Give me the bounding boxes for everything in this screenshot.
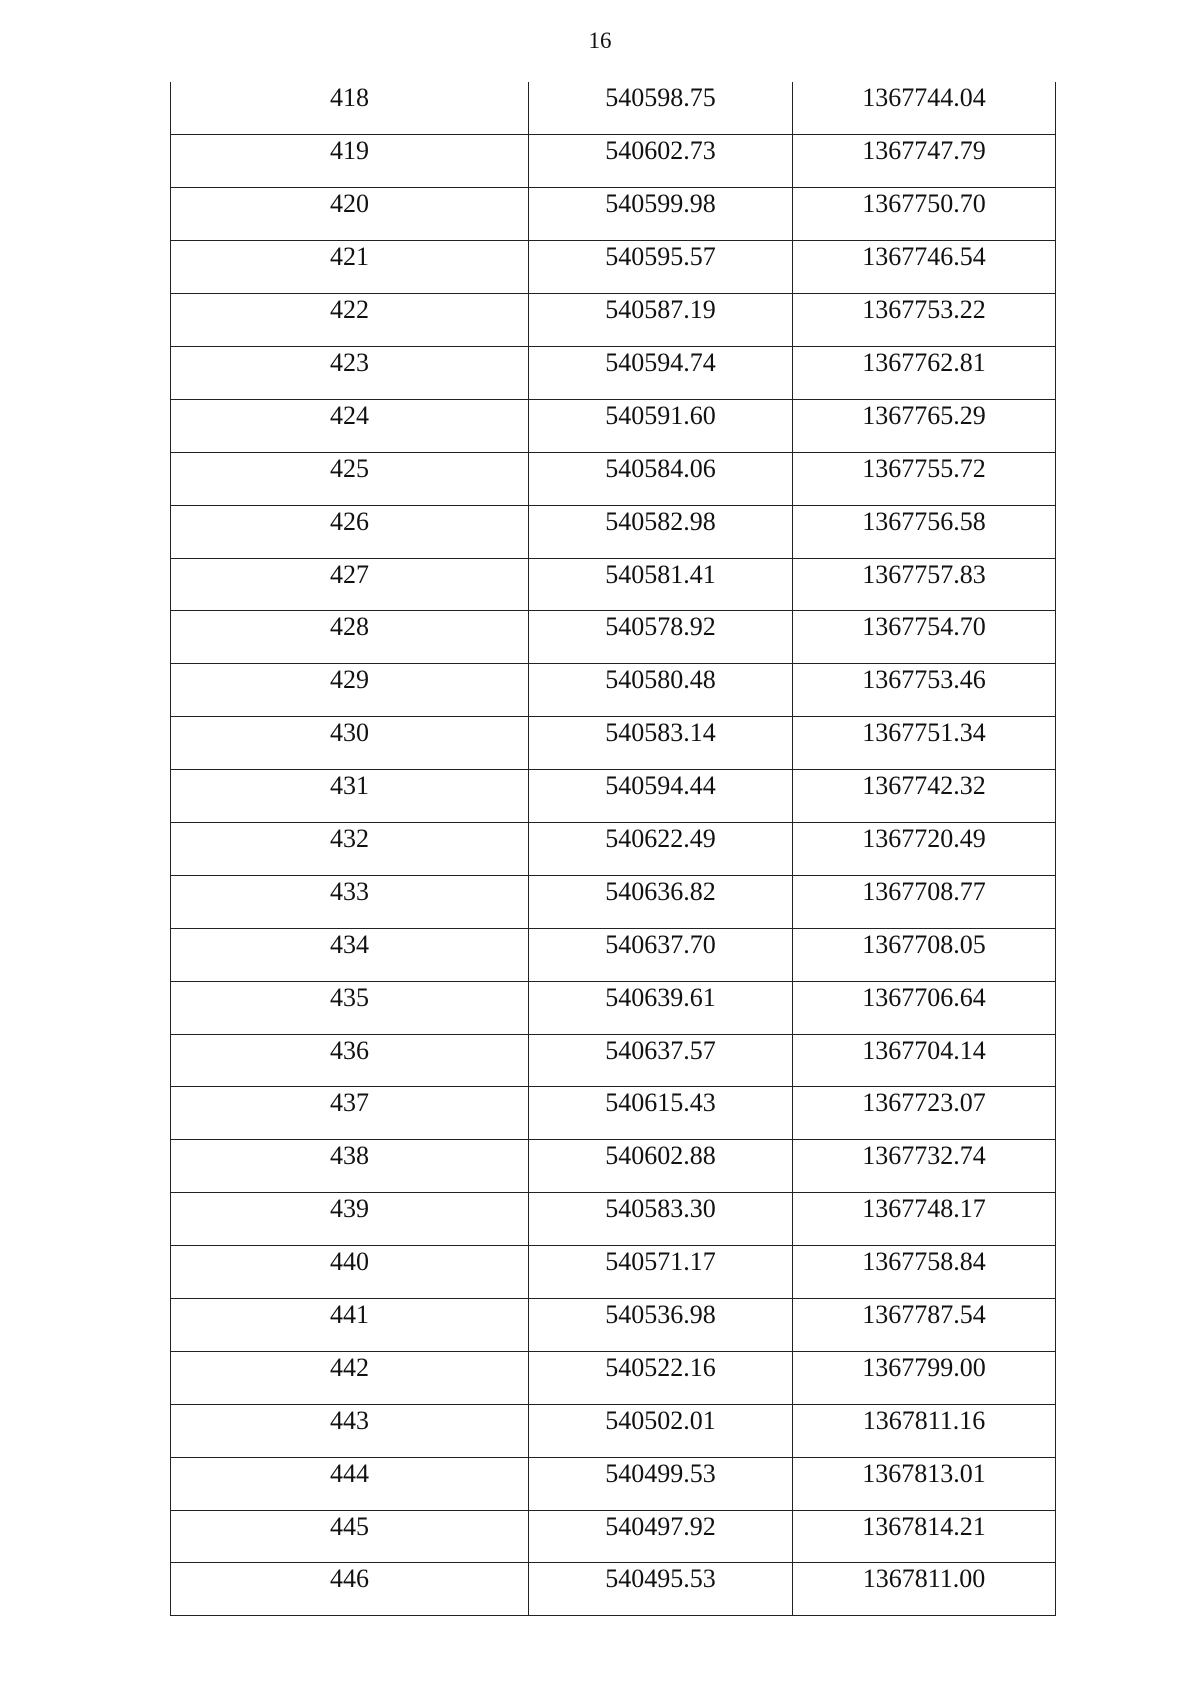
y-coordinate-cell: 1367814.21 — [793, 1510, 1056, 1563]
point-number-cell: 429 — [171, 664, 529, 717]
table-row — [171, 188, 1056, 241]
x-coordinate-cell: 540599.98 — [529, 188, 793, 241]
point-number-cell: 433 — [171, 875, 529, 928]
table-row — [171, 82, 1056, 135]
point-number-cell: 424 — [171, 399, 529, 452]
point-number-cell: 441 — [171, 1298, 529, 1351]
table-row — [171, 505, 1056, 558]
table-row — [171, 1034, 1056, 1087]
point-number-cell: 427 — [171, 558, 529, 611]
x-coordinate-cell: 540602.88 — [529, 1140, 793, 1193]
table-row — [171, 1087, 1056, 1140]
table-row — [171, 558, 1056, 611]
x-coordinate-cell: 540594.74 — [529, 346, 793, 399]
point-number-cell: 418 — [171, 82, 529, 135]
table-row — [171, 875, 1056, 928]
y-coordinate-cell: 1367811.16 — [793, 1404, 1056, 1457]
y-coordinate-cell: 1367755.72 — [793, 452, 1056, 505]
x-coordinate-cell: 540615.43 — [529, 1087, 793, 1140]
x-coordinate-cell: 540591.60 — [529, 399, 793, 452]
y-coordinate-cell: 1367787.54 — [793, 1298, 1056, 1351]
y-coordinate-cell: 1367732.74 — [793, 1140, 1056, 1193]
point-number-cell: 444 — [171, 1457, 529, 1510]
x-coordinate-cell: 540578.92 — [529, 611, 793, 664]
point-number-cell: 442 — [171, 1351, 529, 1404]
point-number-cell: 446 — [171, 1563, 529, 1616]
point-number-cell: 439 — [171, 1193, 529, 1246]
table-body — [171, 82, 1056, 1616]
y-coordinate-cell: 1367744.04 — [793, 82, 1056, 135]
table-row — [171, 928, 1056, 981]
table-row — [171, 1298, 1056, 1351]
table-row — [171, 1193, 1056, 1246]
point-number-cell: 430 — [171, 717, 529, 770]
y-coordinate-cell: 1367704.14 — [793, 1034, 1056, 1087]
x-coordinate-cell: 540637.57 — [529, 1034, 793, 1087]
point-number-cell: 445 — [171, 1510, 529, 1563]
x-coordinate-cell: 540536.98 — [529, 1298, 793, 1351]
y-coordinate-cell: 1367753.22 — [793, 294, 1056, 347]
y-coordinate-cell: 1367708.05 — [793, 928, 1056, 981]
x-coordinate-cell: 540580.48 — [529, 664, 793, 717]
table-row — [171, 770, 1056, 823]
x-coordinate-cell: 540602.73 — [529, 135, 793, 188]
table-row — [171, 717, 1056, 770]
y-coordinate-cell: 1367762.81 — [793, 346, 1056, 399]
x-coordinate-cell: 540583.14 — [529, 717, 793, 770]
table-row — [171, 1246, 1056, 1299]
table-row — [171, 1510, 1056, 1563]
y-coordinate-cell: 1367754.70 — [793, 611, 1056, 664]
point-number-cell: 432 — [171, 822, 529, 875]
y-coordinate-cell: 1367751.34 — [793, 717, 1056, 770]
x-coordinate-cell: 540582.98 — [529, 505, 793, 558]
x-coordinate-cell: 540522.16 — [529, 1351, 793, 1404]
point-number-cell: 437 — [171, 1087, 529, 1140]
x-coordinate-cell: 540639.61 — [529, 981, 793, 1034]
y-coordinate-cell: 1367765.29 — [793, 399, 1056, 452]
table-row — [171, 294, 1056, 347]
y-coordinate-cell: 1367750.70 — [793, 188, 1056, 241]
point-number-cell: 431 — [171, 770, 529, 823]
table-row — [171, 822, 1056, 875]
y-coordinate-cell: 1367742.32 — [793, 770, 1056, 823]
table-row — [171, 664, 1056, 717]
y-coordinate-cell: 1367756.58 — [793, 505, 1056, 558]
y-coordinate-cell: 1367813.01 — [793, 1457, 1056, 1510]
y-coordinate-cell: 1367811.00 — [793, 1563, 1056, 1616]
page-number: 16 — [588, 28, 612, 53]
point-number-cell: 425 — [171, 452, 529, 505]
y-coordinate-cell: 1367723.07 — [793, 1087, 1056, 1140]
y-coordinate-cell: 1367758.84 — [793, 1246, 1056, 1299]
y-coordinate-cell: 1367748.17 — [793, 1193, 1056, 1246]
table-row — [171, 611, 1056, 664]
y-coordinate-cell: 1367753.46 — [793, 664, 1056, 717]
table-row — [171, 241, 1056, 294]
table-row — [171, 981, 1056, 1034]
point-number-cell: 421 — [171, 241, 529, 294]
y-coordinate-cell: 1367757.83 — [793, 558, 1056, 611]
x-coordinate-cell: 540587.19 — [529, 294, 793, 347]
point-number-cell: 426 — [171, 505, 529, 558]
x-coordinate-cell: 540581.41 — [529, 558, 793, 611]
x-coordinate-cell: 540622.49 — [529, 822, 793, 875]
table-row — [171, 346, 1056, 399]
table-row — [171, 452, 1056, 505]
x-coordinate-cell: 540502.01 — [529, 1404, 793, 1457]
y-coordinate-cell: 1367746.54 — [793, 241, 1056, 294]
point-number-cell: 434 — [171, 928, 529, 981]
y-coordinate-cell: 1367747.79 — [793, 135, 1056, 188]
table-row — [171, 1457, 1056, 1510]
table-row — [171, 1140, 1056, 1193]
point-number-cell: 436 — [171, 1034, 529, 1087]
point-number-cell: 423 — [171, 346, 529, 399]
point-number-cell: 438 — [171, 1140, 529, 1193]
point-number-cell: 443 — [171, 1404, 529, 1457]
x-coordinate-cell: 540583.30 — [529, 1193, 793, 1246]
table-row — [171, 1351, 1056, 1404]
point-number-cell: 435 — [171, 981, 529, 1034]
y-coordinate-cell: 1367708.77 — [793, 875, 1056, 928]
x-coordinate-cell: 540595.57 — [529, 241, 793, 294]
x-coordinate-cell: 540495.53 — [529, 1563, 793, 1616]
x-coordinate-cell: 540598.75 — [529, 82, 793, 135]
x-coordinate-cell: 540594.44 — [529, 770, 793, 823]
point-number-cell: 440 — [171, 1246, 529, 1299]
x-coordinate-cell: 540497.92 — [529, 1510, 793, 1563]
table-row — [171, 1404, 1056, 1457]
x-coordinate-cell: 540499.53 — [529, 1457, 793, 1510]
point-number-cell: 428 — [171, 611, 529, 664]
point-number-cell: 422 — [171, 294, 529, 347]
point-number-cell: 420 — [171, 188, 529, 241]
x-coordinate-cell: 540636.82 — [529, 875, 793, 928]
coordinates-table — [170, 82, 1056, 1616]
x-coordinate-cell: 540584.06 — [529, 452, 793, 505]
x-coordinate-cell: 540637.70 — [529, 928, 793, 981]
x-coordinate-cell: 540571.17 — [529, 1246, 793, 1299]
table-row — [171, 1563, 1056, 1616]
y-coordinate-cell: 1367706.64 — [793, 981, 1056, 1034]
table-row — [171, 399, 1056, 452]
y-coordinate-cell: 1367799.00 — [793, 1351, 1056, 1404]
table-row — [171, 135, 1056, 188]
y-coordinate-cell: 1367720.49 — [793, 822, 1056, 875]
point-number-cell: 419 — [171, 135, 529, 188]
